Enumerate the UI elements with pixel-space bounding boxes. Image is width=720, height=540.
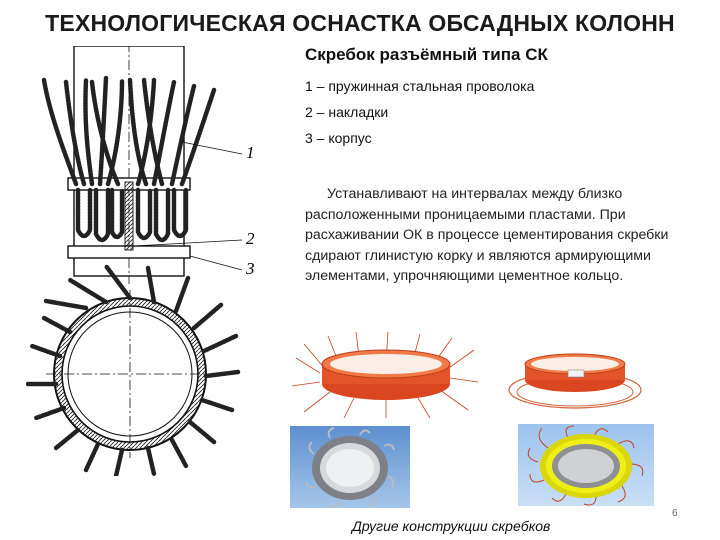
callout-2: 2 — [246, 229, 255, 248]
scraper-technical-drawing — [26, 46, 276, 476]
legend-item-plates: 2 – накладки — [305, 104, 389, 120]
photo-scraper-loop-ring — [500, 328, 650, 418]
photo-scraper-bristle-ring — [290, 328, 482, 418]
plan-view — [28, 266, 238, 476]
photo-scraper-yellow-ring — [518, 424, 654, 506]
parts-legend — [305, 76, 534, 154]
page-number: 6 — [672, 508, 678, 519]
side-view — [44, 46, 255, 284]
legend-item-wire: 1 – пружинная стальная проволока — [305, 78, 535, 94]
legend-item-body: 3 – корпус — [305, 130, 372, 146]
callout-3: 3 — [246, 259, 255, 278]
scraper-type-subtitle: Скребок разъёмный типа СК — [305, 45, 548, 64]
description-paragraph: Устанавливают на интервалах между близко расположенными проницаемыми пластами. При расхаживании ОК в процессе цементирования скребки сдирают глинистую корку и являются армирующими элементами, упрочняющими цементное кольцо. — [305, 186, 669, 284]
slide-title: ТЕХНОЛОГИЧЕСКАЯ ОСНАСТКА ОБСАДНЫХ КОЛОНН — [45, 10, 675, 36]
other-designs-caption: Другие конструкции скребков — [352, 518, 551, 534]
photo-scraper-grey-ring — [290, 426, 410, 508]
callout-1: 1 — [246, 143, 255, 162]
